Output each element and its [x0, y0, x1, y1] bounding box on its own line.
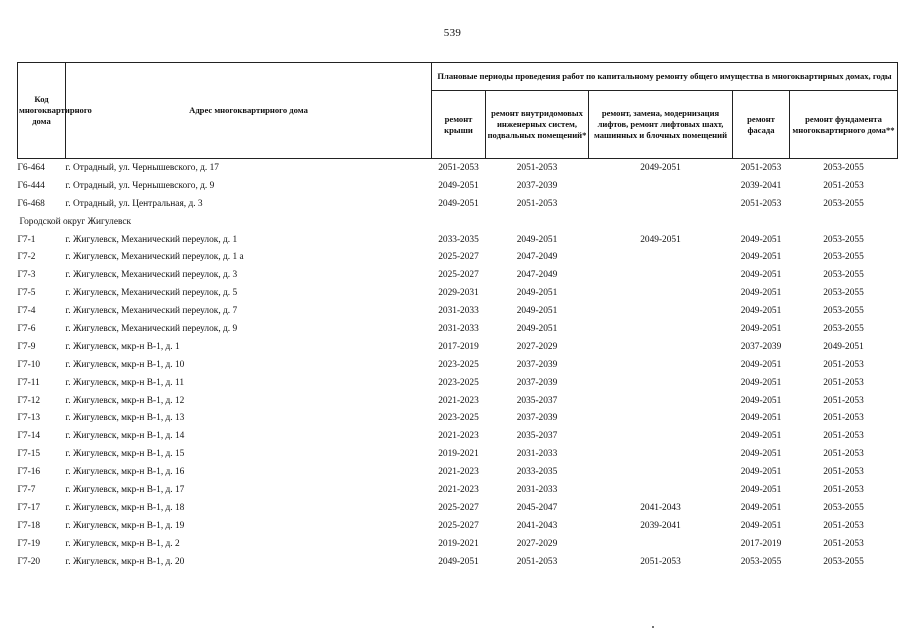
- row-systems: 2037-2039: [516, 377, 558, 388]
- row-address: г. Жигулевск, мкр-н В-1, д. 18: [65, 502, 185, 513]
- row-lifts: [589, 409, 733, 427]
- header-lifts: ремонт, замена, модернизация лифтов, ремонт лифтовых шахт, машинных и блочных помещений: [589, 91, 733, 159]
- row-foundation: 2053-2055: [823, 502, 864, 513]
- row-code: Г7-19: [17, 538, 41, 549]
- row-address: г. Жигулевск, мкр-н В-1, д. 16: [65, 467, 185, 478]
- row-address: г. Жигулевск, Механический переулок, д. 9: [65, 323, 238, 334]
- row-address: г. Жигулевск, мкр-н В-1, д. 17: [65, 484, 185, 495]
- row-lifts: [589, 320, 733, 338]
- page-number: 539: [443, 27, 462, 39]
- row-address: г. Жигулевск, Механический переулок, д. 5: [65, 288, 238, 299]
- row-roof: 2031-2033: [438, 323, 479, 334]
- row-roof: 2021-2023: [438, 431, 479, 442]
- header-group: Плановые периоды проведения работ по капитальному ремонту общего имущества в многоквартирных домах, годы: [432, 63, 898, 91]
- row-facade: 2049-2051: [740, 413, 782, 424]
- row-lifts: [589, 427, 733, 445]
- row-facade: 2049-2051: [740, 323, 782, 334]
- header-foundation: ремонт фундамента многоквартирного дома**: [790, 91, 898, 159]
- row-foundation: 2053-2055: [823, 234, 864, 245]
- row-address: г. Жигулевск, мкр-н В-1, д. 13: [65, 413, 185, 424]
- row-lifts: [589, 481, 733, 499]
- row-code: Г7-6: [17, 323, 36, 334]
- row-roof: 2049-2051: [438, 180, 479, 191]
- row-foundation: 2051-2053: [823, 395, 864, 406]
- row-systems: 2045-2047: [516, 502, 558, 513]
- header-address: Адрес многоквартирного дома: [66, 63, 432, 159]
- row-foundation: 2053-2055: [823, 198, 864, 209]
- row-facade: 2049-2051: [740, 306, 782, 317]
- row-code: Г6-444: [17, 180, 45, 191]
- row-facade: 2049-2051: [740, 449, 782, 460]
- table-row: [18, 248, 898, 266]
- row-address: г. Отрадный, ул. Чернышевского, д. 17: [65, 162, 219, 173]
- row-address: г. Отрадный, ул. Чернышевского, д. 9: [65, 180, 215, 191]
- table-row: [18, 177, 898, 195]
- row-roof: 2049-2051: [438, 198, 479, 209]
- row-roof: 2025-2027: [438, 502, 479, 513]
- row-address: г. Жигулевск, мкр-н В-1, д. 19: [65, 520, 185, 531]
- row-foundation: 2051-2053: [823, 359, 864, 370]
- row-address: г. Жигулевск, мкр-н В-1, д. 15: [65, 449, 185, 460]
- table-row: [18, 445, 898, 463]
- table-row: [18, 463, 898, 481]
- row-lifts: 2051-2053: [640, 556, 681, 567]
- row-address: г. Жигулевск, мкр-н В-1, д. 14: [65, 431, 185, 442]
- row-foundation: 2051-2053: [823, 449, 864, 460]
- row-lifts: [589, 248, 733, 266]
- row-roof: 2019-2021: [438, 538, 479, 549]
- table-row: [18, 409, 898, 427]
- row-facade: 2049-2051: [740, 234, 782, 245]
- row-code: Г7-17: [17, 502, 41, 513]
- row-lifts: [589, 284, 733, 302]
- row-code: Г7-9: [17, 341, 36, 352]
- row-address: г. Жигулевск, мкр-н В-1, д. 11: [65, 377, 185, 388]
- row-roof: 2021-2023: [438, 395, 479, 406]
- row-systems: 2051-2053: [516, 556, 558, 567]
- row-roof: 2049-2051: [438, 556, 479, 567]
- row-roof: 2023-2025: [438, 359, 479, 370]
- row-code: Г7-20: [17, 556, 41, 567]
- row-code: Г7-15: [17, 449, 41, 460]
- row-address: г. Жигулевск, мкр-н В-1, д. 1: [65, 341, 180, 352]
- table-row: [18, 231, 898, 249]
- row-roof: 2019-2021: [438, 449, 479, 460]
- row-systems: 2037-2039: [516, 413, 558, 424]
- row-lifts: [589, 266, 733, 284]
- table-row: [18, 159, 898, 177]
- row-facade: 2049-2051: [740, 377, 782, 388]
- header-code: Код многоквартирного дома: [18, 63, 66, 159]
- row-foundation: 2053-2055: [823, 162, 864, 173]
- section-title: Городской округ Жигулевск: [19, 216, 132, 227]
- row-code: Г7-14: [17, 431, 41, 442]
- row-lifts: 2049-2051: [640, 234, 681, 245]
- row-roof: 2031-2033: [438, 306, 479, 317]
- row-facade: 2049-2051: [740, 359, 782, 370]
- row-systems: 2041-2043: [516, 520, 558, 531]
- row-roof: 2017-2019: [438, 341, 479, 352]
- row-foundation: 2053-2055: [823, 323, 864, 334]
- row-systems: 2049-2051: [516, 323, 558, 334]
- row-roof: 2051-2053: [438, 162, 479, 173]
- row-foundation: 2053-2055: [823, 306, 864, 317]
- table-row: [18, 427, 898, 445]
- row-systems: 2031-2033: [516, 449, 558, 460]
- row-facade: 2037-2039: [740, 341, 782, 352]
- row-address: г. Жигулевск, Механический переулок, д. 1: [65, 234, 238, 245]
- row-code: Г6-468: [17, 198, 45, 209]
- table-row: [18, 338, 898, 356]
- row-systems: 2049-2051: [516, 288, 558, 299]
- capital-repair-table: [17, 62, 898, 570]
- row-roof: 2025-2027: [438, 252, 479, 263]
- row-lifts: [589, 535, 733, 553]
- row-code: Г7-5: [17, 288, 36, 299]
- row-foundation: 2051-2053: [823, 484, 864, 495]
- table-row: [18, 374, 898, 392]
- row-facade: 2053-2055: [740, 556, 782, 567]
- row-roof: 2033-2035: [438, 234, 479, 245]
- row-lifts: [589, 392, 733, 410]
- table-row: [18, 356, 898, 374]
- row-code: Г7-12: [17, 395, 41, 406]
- row-lifts: [589, 338, 733, 356]
- row-systems: 2037-2039: [516, 180, 558, 191]
- row-systems: 2033-2035: [516, 467, 558, 478]
- table-header: [18, 63, 898, 159]
- row-systems: 2047-2049: [516, 252, 558, 263]
- row-facade: 2049-2051: [740, 484, 782, 495]
- row-lifts: [589, 374, 733, 392]
- row-facade: 2049-2051: [740, 395, 782, 406]
- header-systems: ремонт внутридомовых инженерных систем, подвальных помещений*: [486, 91, 589, 159]
- row-foundation: 2053-2055: [823, 252, 864, 263]
- row-systems: 2051-2053: [516, 162, 558, 173]
- row-foundation: 2053-2055: [823, 288, 864, 299]
- row-address: г. Жигулевск, Механический переулок, д. 1 а: [65, 252, 244, 263]
- table-row: [18, 535, 898, 553]
- row-lifts: [589, 356, 733, 374]
- table-row: [18, 553, 898, 571]
- row-foundation: 2051-2053: [823, 180, 864, 191]
- row-facade: 2049-2051: [740, 431, 782, 442]
- section-row: [18, 213, 898, 231]
- table-row: [18, 284, 898, 302]
- row-foundation: 2053-2055: [823, 270, 864, 281]
- table-row: [18, 499, 898, 517]
- table-row: [18, 392, 898, 410]
- row-code: Г7-7: [17, 484, 36, 495]
- row-lifts: [589, 463, 733, 481]
- row-lifts: [589, 445, 733, 463]
- row-roof: 2021-2023: [438, 467, 479, 478]
- row-code: Г7-2: [17, 252, 36, 263]
- row-code: Г7-13: [17, 413, 41, 424]
- row-foundation: 2051-2053: [823, 520, 864, 531]
- table-row: [18, 266, 898, 284]
- row-facade: 2049-2051: [740, 252, 782, 263]
- row-systems: 2027-2029: [516, 341, 558, 352]
- row-code: Г7-11: [17, 377, 40, 388]
- row-lifts: [589, 177, 733, 195]
- row-lifts: 2041-2043: [640, 502, 681, 513]
- row-systems: 2027-2029: [516, 538, 558, 549]
- table-row: [18, 302, 898, 320]
- row-systems: 2031-2033: [516, 484, 558, 495]
- row-foundation: 2049-2051: [823, 341, 864, 352]
- row-code: Г6-464: [17, 162, 45, 173]
- row-facade: 2049-2051: [740, 288, 782, 299]
- row-code: Г7-1: [17, 234, 36, 245]
- row-code: Г7-10: [17, 359, 41, 370]
- row-systems: 2051-2053: [516, 198, 558, 209]
- row-systems: 2047-2049: [516, 270, 558, 281]
- row-foundation: 2051-2053: [823, 467, 864, 478]
- row-foundation: 2051-2053: [823, 538, 864, 549]
- row-foundation: 2051-2053: [823, 377, 864, 388]
- row-code: Г7-4: [17, 306, 36, 317]
- row-roof: 2021-2023: [438, 484, 479, 495]
- scan-speck: [652, 626, 654, 628]
- row-foundation: 2051-2053: [823, 431, 864, 442]
- table-row: [18, 195, 898, 213]
- row-facade: 2049-2051: [740, 520, 782, 531]
- header-roof: ремонт крыши: [432, 91, 486, 159]
- row-lifts: 2049-2051: [640, 162, 681, 173]
- row-address: г. Жигулевск, Механический переулок, д. 3: [65, 270, 238, 281]
- row-systems: 2035-2037: [516, 431, 558, 442]
- table-row: [18, 481, 898, 499]
- row-lifts: 2039-2041: [640, 520, 681, 531]
- row-roof: 2029-2031: [438, 288, 479, 299]
- table-body: [18, 159, 898, 571]
- header-facade: ремонт фасада: [733, 91, 790, 159]
- table-row: [18, 517, 898, 535]
- row-address: г. Жигулевск, мкр-н В-1, д. 12: [65, 395, 185, 406]
- row-facade: 2049-2051: [740, 502, 782, 513]
- row-roof: 2023-2025: [438, 377, 479, 388]
- row-code: Г7-18: [17, 520, 41, 531]
- row-facade: 2039-2041: [740, 180, 782, 191]
- row-address: г. Жигулевск, мкр-н В-1, д. 20: [65, 556, 185, 567]
- row-systems: 2049-2051: [516, 234, 558, 245]
- row-address: г. Жигулевск, мкр-н В-1, д. 2: [65, 538, 180, 549]
- row-systems: 2049-2051: [516, 306, 558, 317]
- row-code: Г7-3: [17, 270, 36, 281]
- row-lifts: [589, 195, 733, 213]
- row-address: г. Жигулевск, мкр-н В-1, д. 10: [65, 359, 185, 370]
- row-address: г. Жигулевск, Механический переулок, д. 7: [65, 306, 238, 317]
- row-roof: 2025-2027: [438, 270, 479, 281]
- row-roof: 2025-2027: [438, 520, 479, 531]
- row-address: г. Отрадный, ул. Центральная, д. 3: [65, 198, 203, 209]
- row-facade: 2051-2053: [740, 198, 782, 209]
- row-lifts: [589, 302, 733, 320]
- row-foundation: 2053-2055: [823, 556, 864, 567]
- row-code: Г7-16: [17, 467, 41, 478]
- row-systems: 2035-2037: [516, 395, 558, 406]
- row-facade: 2051-2053: [740, 162, 782, 173]
- row-systems: 2037-2039: [516, 359, 558, 370]
- row-facade: 2049-2051: [740, 270, 782, 281]
- row-facade: 2017-2019: [740, 538, 782, 549]
- table-row: [18, 320, 898, 338]
- row-roof: 2023-2025: [438, 413, 479, 424]
- row-foundation: 2051-2053: [823, 413, 864, 424]
- row-facade: 2049-2051: [740, 467, 782, 478]
